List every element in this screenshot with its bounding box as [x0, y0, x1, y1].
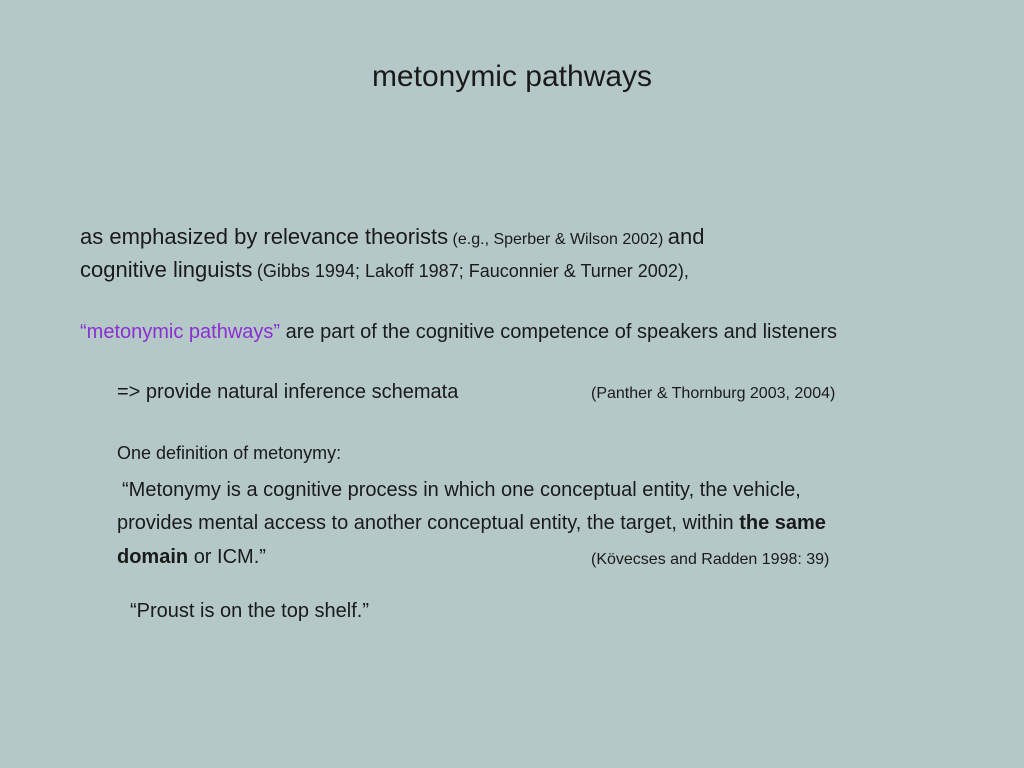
quote-bold-domain: domain — [117, 546, 189, 568]
slide-title: metonymic pathways — [371, 60, 653, 93]
example-sentence: “Proust is on the top shelf.” — [130, 600, 370, 622]
quote-line2 — [117, 512, 826, 535]
para1-line1-main: as emphasized by relevance theorists — [80, 224, 449, 249]
para1-line1 — [80, 224, 704, 250]
para2-rest: are part of the cognitive competence of speakers and listeners — [285, 321, 838, 343]
inference-line: => provide natural inference schemata — [117, 381, 459, 403]
quote-line2-main: provides mental access to another conceptual entity, the target, within — [117, 512, 734, 534]
para1-line2-cite: (Gibbs 1994; Lakoff 1987; Fauconnier & Turner 2002), — [256, 261, 689, 281]
para1-line2-main: cognitive linguists — [80, 257, 253, 282]
quote-line3-rest: or ICM.” — [193, 546, 266, 568]
quote-bold-same: the same — [739, 512, 826, 534]
quote-line1: “Metonymy is a cognitive process in which one conceptual entity, the vehicle, — [122, 479, 801, 501]
quote-cite: (Kövecses and Radden 1998: 39) — [591, 551, 830, 568]
metonymic-pathways-highlight: “metonymic pathways” — [80, 321, 281, 343]
definition-label: One definition of metonymy: — [117, 443, 342, 463]
inference-cite: (Panther & Thornburg 2003, 2004) — [591, 385, 836, 402]
para1-line2 — [80, 257, 689, 283]
para2 — [80, 321, 837, 344]
para1-line1-cite: (e.g., Sperber & Wilson 2002) — [452, 231, 664, 248]
quote-line3 — [117, 546, 266, 569]
para1-line1-end: and — [667, 224, 705, 249]
